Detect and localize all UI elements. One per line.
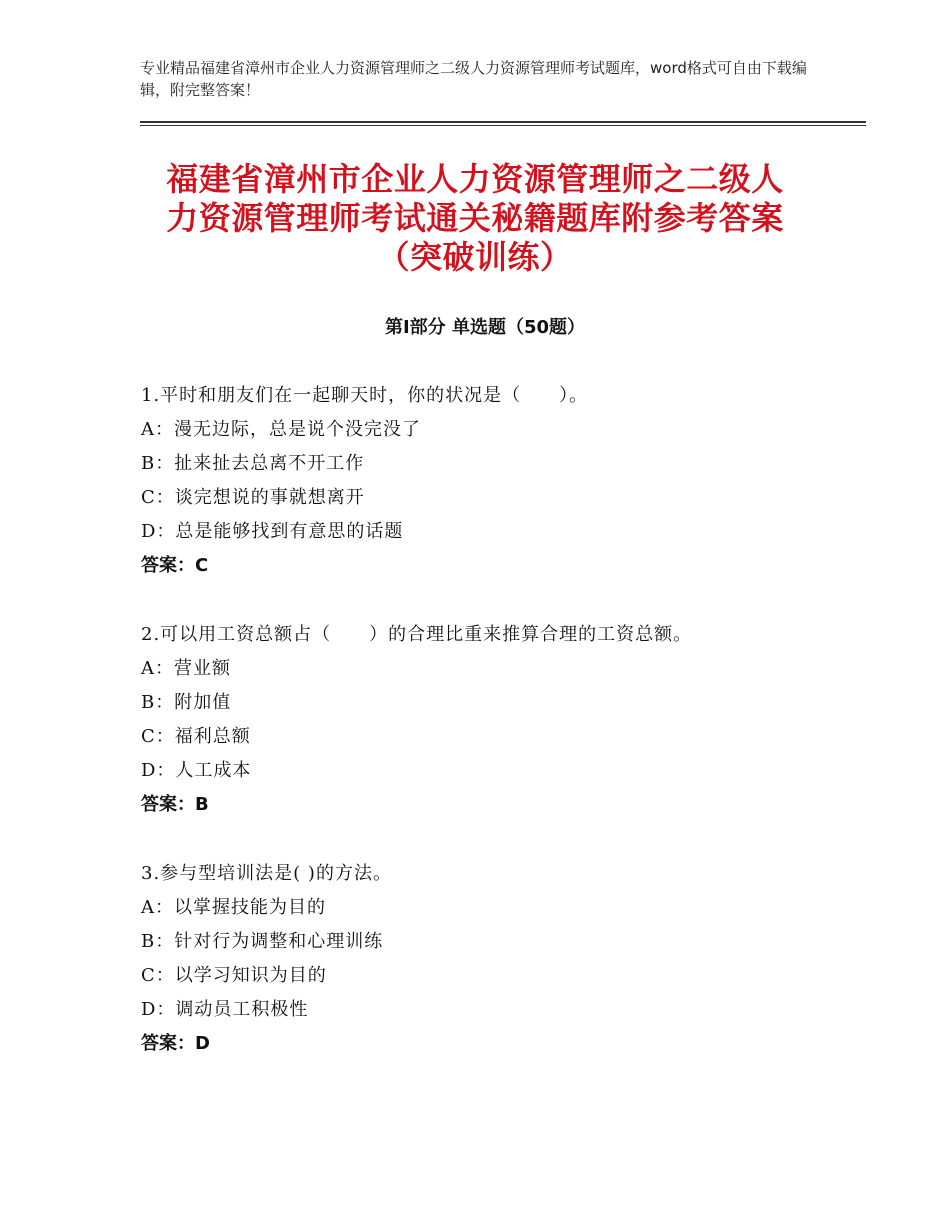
option-a: A：以掌握技能为目的 [141, 897, 326, 918]
option-a: A：漫无边际，总是说个没完没了 [141, 419, 421, 440]
title-line-1: 福建省漳州市企业人力资源管理师之二级人 [166, 160, 784, 198]
option-c: C：福利总额 [141, 726, 251, 747]
option-a: A：营业额 [141, 658, 231, 679]
option-b: B：扯来扯去总离不开工作 [141, 453, 365, 474]
title-line-2: 力资源管理师考试通关秘籍题库附参考答案 [166, 199, 784, 237]
question-stem: 3.参与型培训法是( )的方法。 [141, 863, 392, 884]
option-d: D：调动员工积极性 [141, 999, 309, 1020]
option-d: D：人工成本 [141, 760, 252, 781]
title-line-3: （突破训练） [377, 238, 573, 276]
document-title [120, 160, 830, 277]
option-b: B：附加值 [141, 692, 232, 713]
question-2 [141, 618, 841, 822]
option-d: D：总是能够找到有意思的话题 [141, 521, 404, 542]
header-note: 专业精品福建省漳州市企业人力资源管理师之二级人力资源管理师考试题库，word格式可自由下载编辑，附完整答案！ [140, 59, 807, 99]
answer: 答案：D [141, 1033, 210, 1054]
answer: 答案：C [141, 555, 209, 576]
option-c: C：以学习知识为目的 [141, 965, 327, 986]
header-divider-thin [140, 125, 866, 126]
question-stem: 1.平时和朋友们在一起聊天时，你的状况是（ ）。 [141, 385, 589, 406]
question-3 [141, 857, 841, 1061]
answer: 答案：B [141, 794, 209, 815]
option-b: B：针对行为调整和心理训练 [141, 931, 384, 952]
section-title: 第Ⅰ部分 单选题（50题） [384, 317, 585, 338]
question-stem: 2.可以用工资总额占（ ）的合理比重来推算合理的工资总额。 [141, 624, 693, 645]
option-c: C：谈完想说的事就想离开 [141, 487, 365, 508]
question-1 [141, 379, 841, 583]
header-divider-thick [140, 121, 866, 123]
